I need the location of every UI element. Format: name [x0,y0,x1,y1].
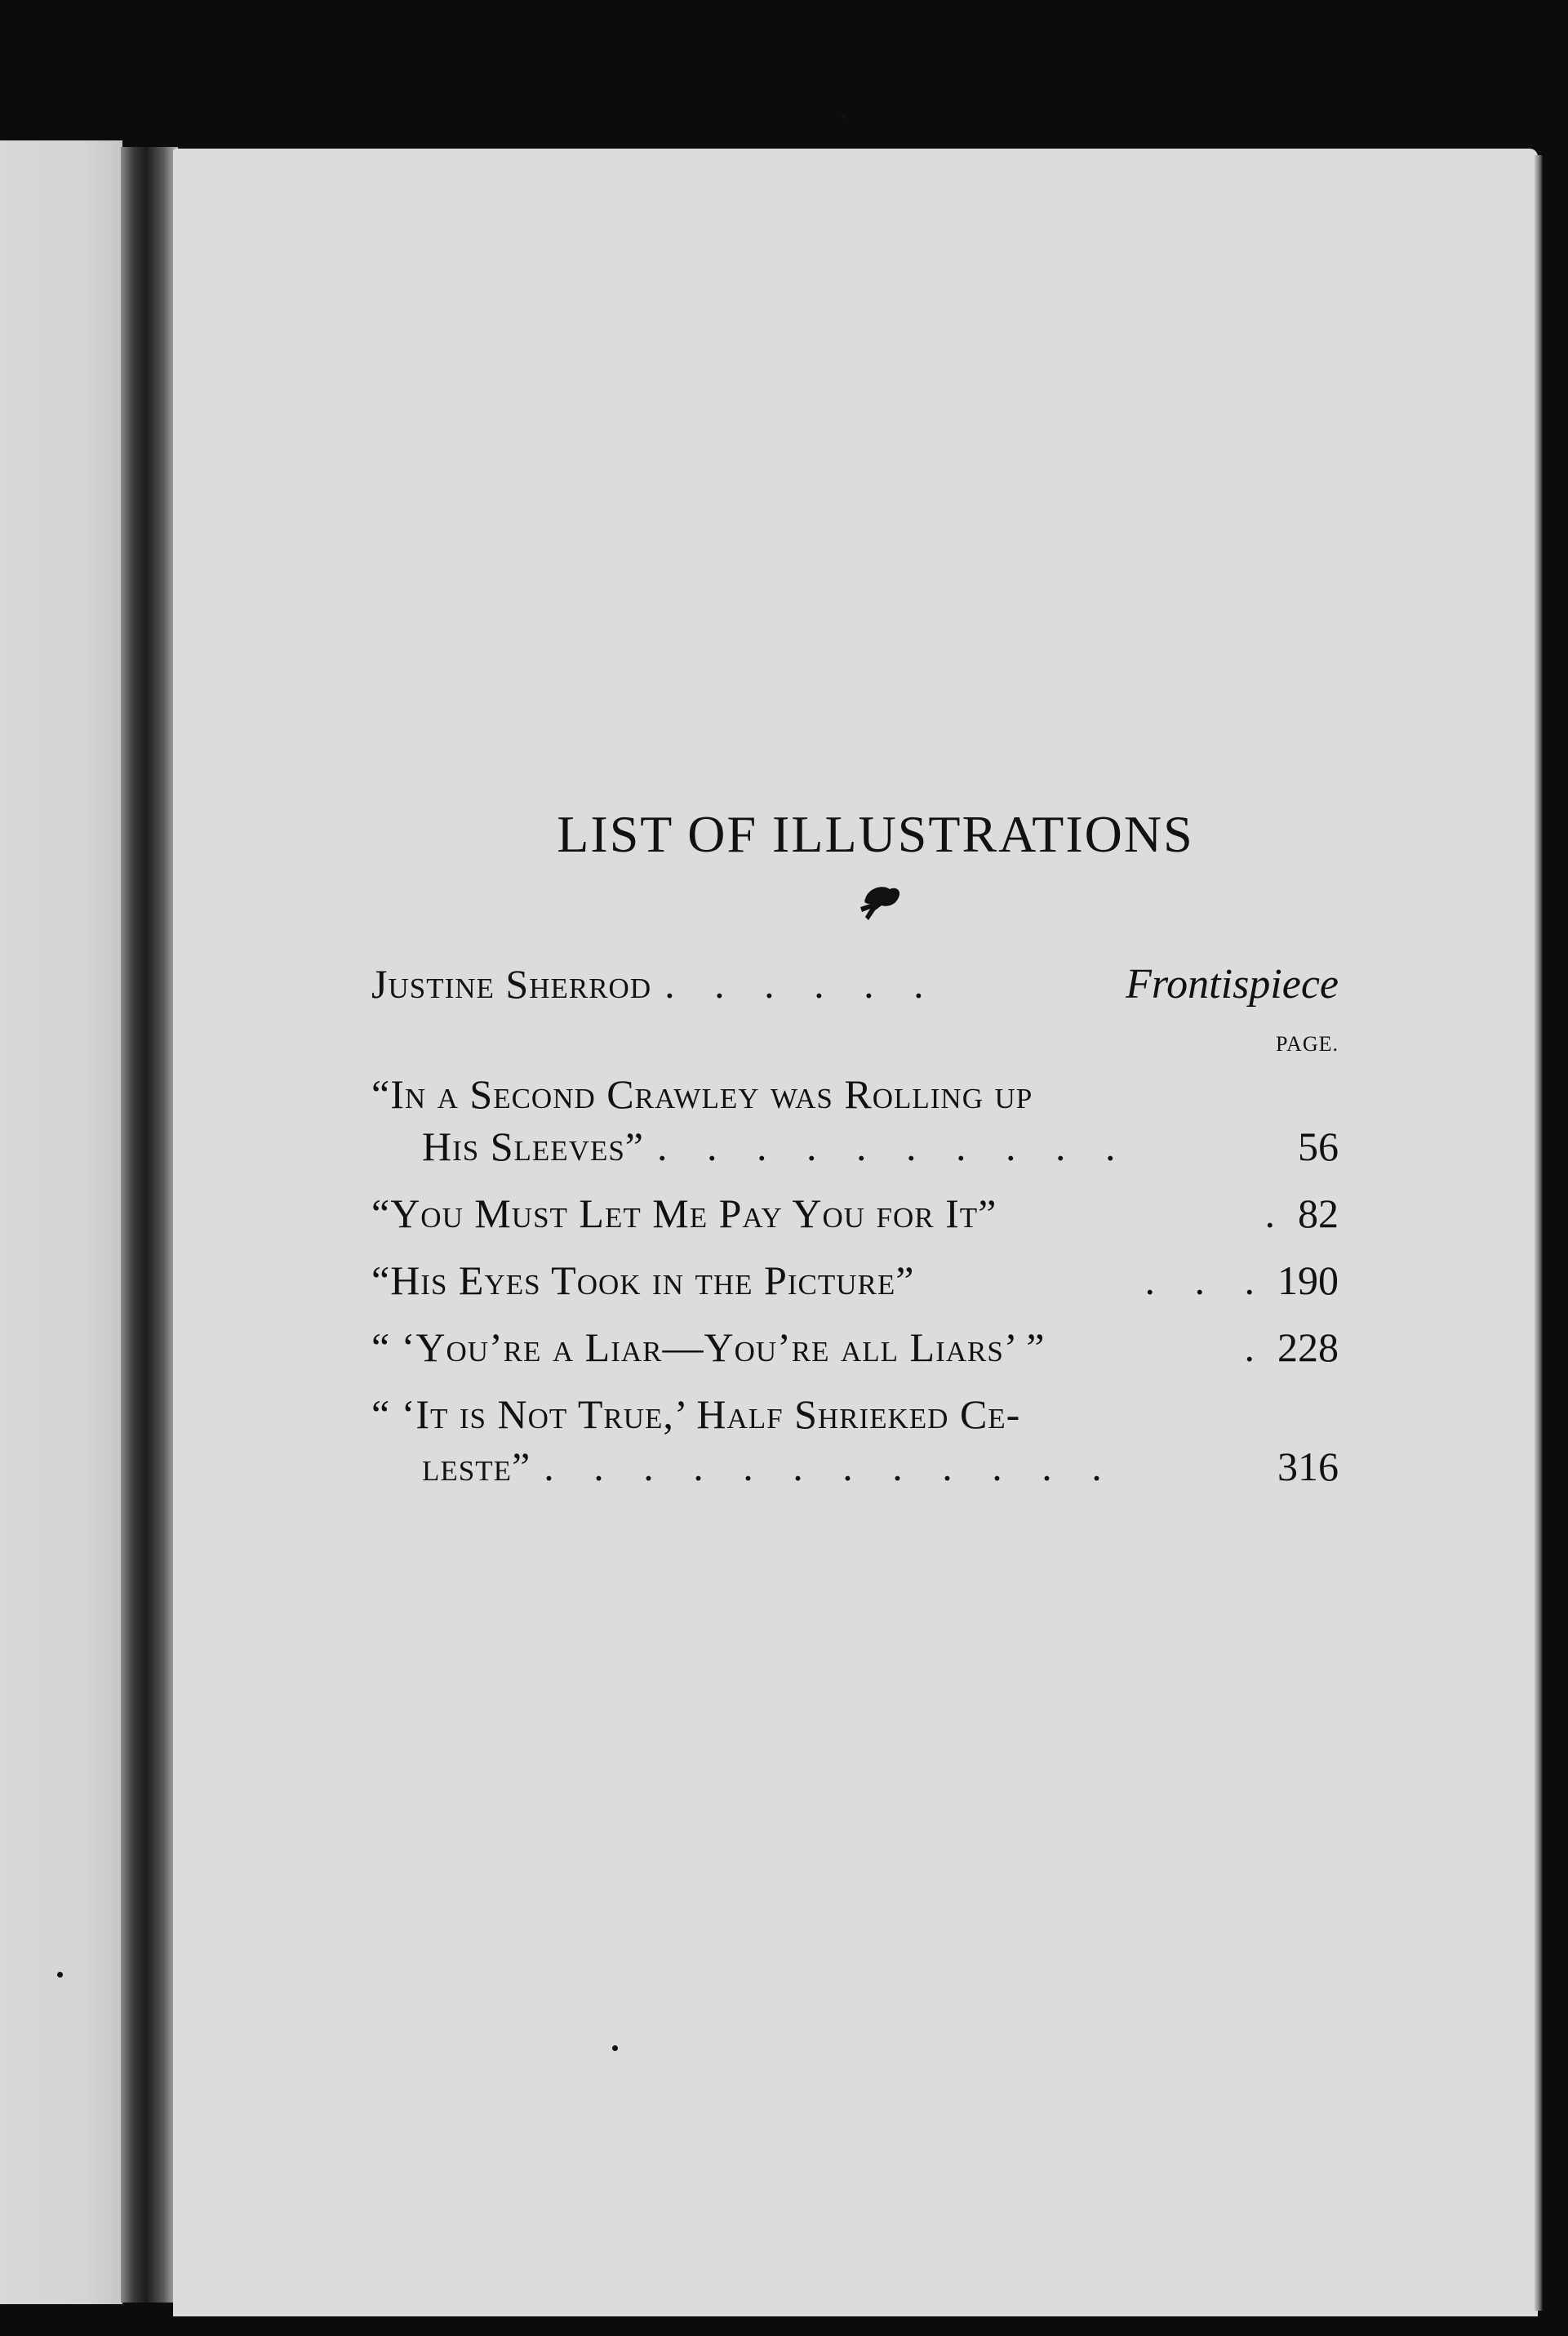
dust-speck [841,114,846,119]
entry-title-line: “In a Second Crawley was Rolling up [371,1071,1033,1117]
leader-dots: . . . [1144,1257,1269,1303]
entry-title: “His Eyes Took in the Picture” [371,1257,915,1303]
illustrations-list [371,804,1339,1493]
leader-dots: . . . . . . . . . . [657,1124,1130,1169]
list-item [371,1321,1339,1373]
list-item [371,1254,1339,1306]
entry-continuation [371,1440,1339,1493]
leader-dots: . . . . . . . . . . . . [544,1444,1117,1489]
leader-dots: . . . . . . [664,961,939,1007]
facing-page-edge [0,140,122,2304]
entry-page: 82 [1298,1190,1339,1236]
leader-dots: . [1264,1190,1290,1236]
entry-title-line: His Sleeves” [422,1124,644,1169]
entry-title-line: leste” [422,1444,531,1489]
entry-page: 228 [1277,1324,1339,1370]
entry-title: “ ‘You’re a Liar—You’re all Liars’ ” [371,1324,1046,1370]
entry-page: 56 [1298,1124,1339,1169]
leader-dots: . [1244,1324,1269,1370]
entry-page: 316 [1277,1444,1339,1489]
page-title: LIST OF ILLUSTRATIONS [557,805,1194,863]
list-item [371,1388,1339,1493]
dust-speck [57,1972,63,1978]
entry-title: “You Must Let Me Pay You for It” [371,1190,997,1236]
page-column-heading: PAGE. [1275,1032,1339,1056]
entry-title: Justine Sherrod [371,961,652,1007]
page-edge-shadow [1535,155,1543,2311]
list-item [371,1187,1339,1239]
entry-title-line: “ ‘It is Not True,’ Half Shrieked Ce- [371,1391,1021,1437]
fleuron-icon [806,883,904,928]
dust-speck [612,2045,618,2051]
book-gutter [121,147,178,2303]
list-item [371,1068,1339,1172]
entry-page: Frontispiece [1126,961,1339,1008]
entry-page: 190 [1277,1257,1339,1303]
frontispiece-entry [371,958,1339,1011]
entry-continuation [371,1120,1339,1172]
